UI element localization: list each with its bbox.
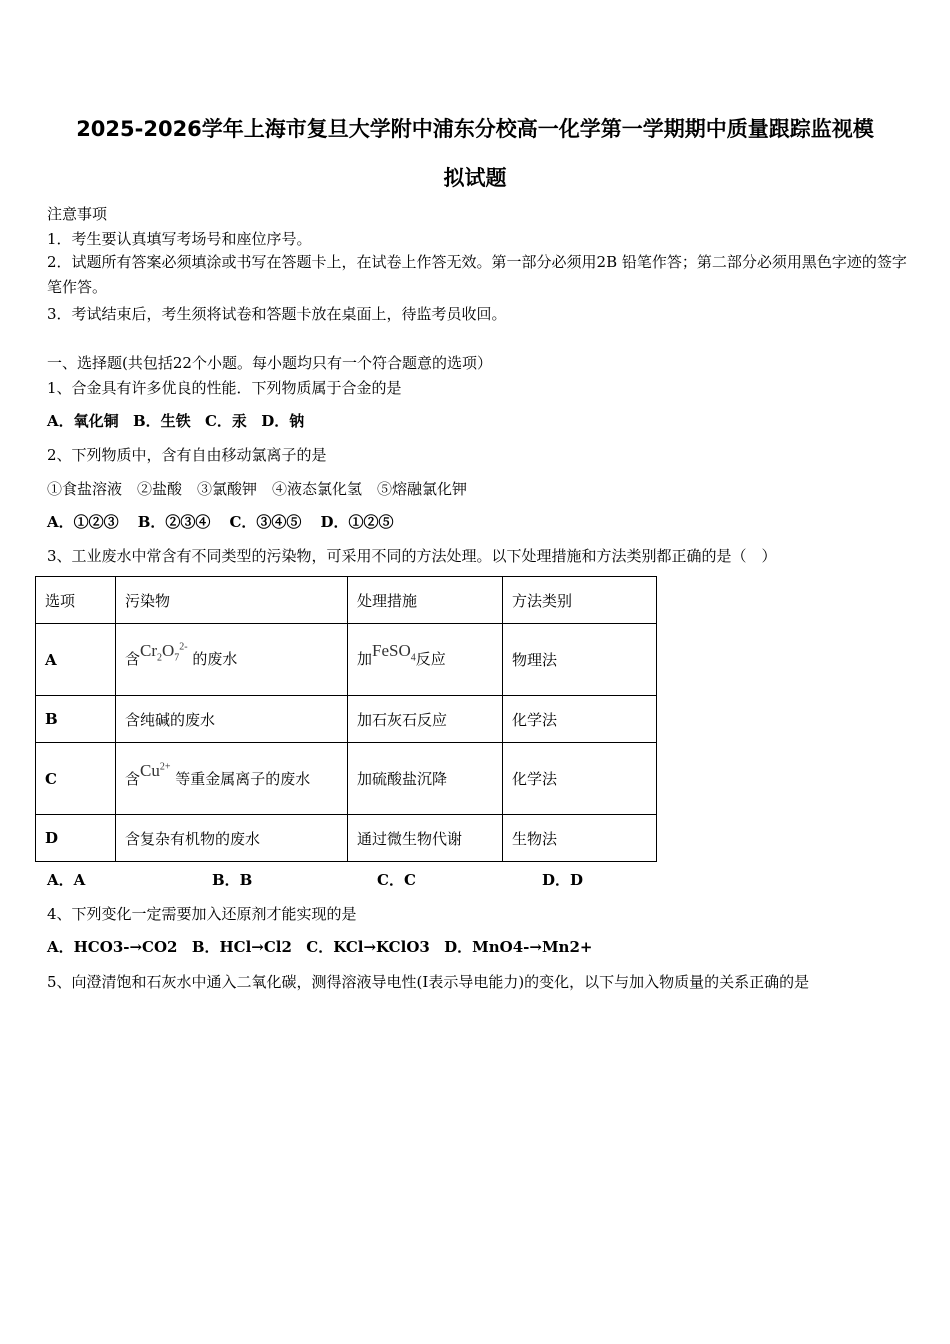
table-header-cell: 选项 (36, 577, 116, 624)
table-header-row (36, 577, 657, 624)
table-cell-measure: 加硫酸盐沉降 (348, 743, 503, 815)
q4-option-c: C．KCl→KClO3 (306, 938, 430, 956)
table-cell-pollutant: 含复杂有机物的废水 (116, 815, 348, 862)
table-header-cell: 污染物 (116, 577, 348, 624)
q3-option-b: B．B (212, 871, 253, 889)
notice-item-3: 3．考试结束后，考生须将试卷和答题卡放在桌面上，待监考员收回。 (47, 305, 507, 323)
question-4-stem: 4、下列变化一定需要加入还原剂才能实现的是 (47, 905, 357, 923)
q3-option-d: D．D (542, 871, 584, 889)
question-1-options (47, 410, 304, 431)
table-cell-pollutant: 含$Cu^{2+}$ 等重金属离子的废水 (116, 743, 348, 815)
table-cell-category: 物理法 (503, 624, 657, 696)
question-5-stem: 5、向澄清饱和石灰水中通入二氧化碳，测得溶液导电性(I表示导电能力)的变化，以下与加入物质量的关系正确的是 (47, 973, 810, 991)
q4-option-a: A．HCO3-→CO2 (47, 938, 178, 956)
table-header-cell: 处理措施 (348, 577, 503, 624)
table-cell-pollutant: 含$Cr_2O_7^{2-}$ 的废水 (116, 624, 348, 696)
q4-option-b: B．HCl→Cl2 (191, 938, 292, 956)
question-2-stem: 2、下列物质中，含有自由移动氯离子的是 (47, 446, 327, 464)
exam-title-line-2: 拟试题 (443, 166, 507, 190)
q1-option-c: C．汞 (204, 412, 247, 430)
question-3-options (47, 869, 583, 890)
q2-option-a: A．①②③ (47, 513, 119, 531)
table-cell-category: 生物法 (503, 815, 657, 862)
q2-option-d: D．①②⑤ (320, 513, 394, 531)
table-cell-pollutant: 含纯碱的废水 (116, 696, 348, 743)
notice-item-1: 1．考生要认真填写考场号和座位序号。 (47, 230, 312, 248)
question-3-stem: 3、工业废水中常含有不同类型的污染物，可采用不同的方法处理。以下处理措施和方法类别都正确的是（ ） (47, 547, 777, 565)
q2-option-b: B．②③④ (137, 513, 211, 531)
q2-option-c: C．③④⑤ (229, 513, 302, 531)
notice-heading: 注意事项 (47, 205, 108, 223)
exam-title-line-1: 2025-2026学年上海市复旦大学附中浦东分校高一化学第一学期期中质量跟踪监视模 (76, 117, 874, 141)
table-cell-measure: 通过微生物代谢 (348, 815, 503, 862)
table-cell-measure: 加FeSO$_4$反应 (348, 624, 503, 696)
question-2-items: ①食盐溶液 ②盐酸 ③氯酸钾 ④液态氯化氢 ⑤熔融氯化钾 (47, 480, 468, 498)
table-cell-option: D (36, 815, 116, 862)
question-4-options (47, 936, 592, 957)
table-cell-option: B (36, 696, 116, 743)
pollutant-table (35, 576, 657, 862)
table-header-cell: 方法类别 (503, 577, 657, 624)
table-row (36, 624, 657, 696)
table-cell-option: C (36, 743, 116, 815)
ferrous-sulfate-formula: FeSO$_4$ (372, 640, 416, 664)
section-heading: 一、选择题(共包括22个小题。每小题均只有一个符合题意的选项） (47, 354, 492, 372)
table-row (36, 743, 657, 815)
table-cell-category: 化学法 (503, 696, 657, 743)
table-cell-measure: 加石灰石反应 (348, 696, 503, 743)
q3-option-a: A．A (47, 871, 86, 889)
question-1-stem: 1、合金具有许多优良的性能．下列物质属于合金的是 (47, 379, 402, 397)
table-row (36, 696, 657, 743)
question-2-options (47, 511, 394, 532)
notice-item-2: 2．试题所有答案必须填涂或书写在答题卡上，在试卷上作答无效。第一部分必须用2B 铅笔作答；第二部分必须用黑色字迹的签字笔作答。 (47, 253, 907, 296)
table-cell-option: A (36, 624, 116, 696)
q3-option-c: C．C (377, 871, 416, 889)
q4-option-d: D．MnO4-→Mn2+ (444, 938, 593, 956)
q1-option-a: A．氧化铜 (47, 412, 119, 430)
q1-option-d: D．钠 (261, 412, 305, 430)
dichromate-formula: $Cr_2O_7^{2-}$ (140, 640, 188, 664)
q1-option-b: B．生铁 (132, 412, 191, 430)
table-cell-category: 化学法 (503, 743, 657, 815)
copper-ion-formula: $Cu^{2+}$ (140, 761, 171, 780)
table-row (36, 815, 657, 862)
